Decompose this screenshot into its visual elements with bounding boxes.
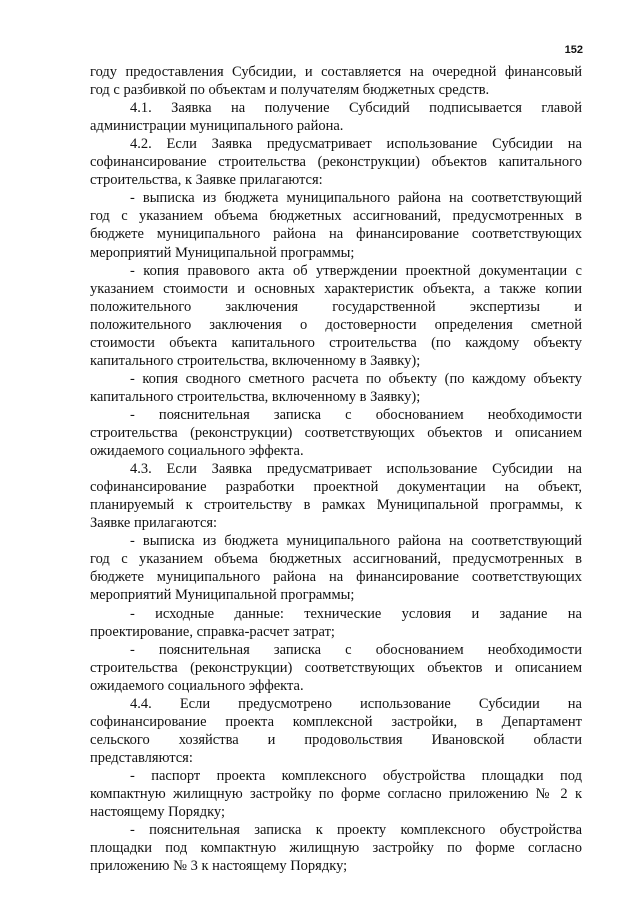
text-line: мероприятий Муниципальной программы; [90,244,355,261]
text-line: площадки под компактную жилищную застройку по форме согласно [90,840,582,857]
text-line: строительства (реконструкции) соответствующих объектов и описанием [90,659,582,676]
text-line: - пояснительная записка с обоснованием необходимости [130,641,582,658]
text-line: год с указанием объема бюджетных ассигнований, предусмотренных в [90,551,582,568]
text-line: положительного заключения государственной экспертизы и [90,298,582,315]
text-line: настоящему Порядку; [90,804,226,821]
text-line: планируемый к строительству в рамках Муниципальной программы, к [90,497,582,514]
text-line: - пояснительная записка к проекту комплексного обустройства [130,822,582,839]
text-line: софинансирование строительства (реконструкции) объектов капитального [90,154,582,171]
text-line: положительного заключения о достоверности определения сметной [90,316,582,333]
text-line: - паспорт проекта комплексного обустройства площадки под [130,767,582,784]
text-line: ожидаемого социального эффекта. [90,443,304,460]
text-line: ожидаемого социального эффекта. [90,677,304,694]
text-line: представляются: [90,749,193,766]
page-number: 152 [564,44,583,56]
text-line: - копия сводного сметного расчета по объекту (по каждому объекту [130,370,582,387]
text-line: 4.1. Заявка на получение Субсидий подписывается главой [130,100,582,117]
text-line: указанием стоимости и основных характеристик объекта, а также копии [90,280,582,297]
text-line: Заявке прилагаются: [90,515,218,532]
text-line: 4.2. Если Заявка предусматривает использование Субсидии на [130,136,582,153]
text-line: - выписка из бюджета муниципального района на соответствующий [130,190,582,207]
text-line: софинансирование проекта комплексной застройки, в Департамент [90,713,582,730]
text-line: - пояснительная записка с обоснованием необходимости [130,406,582,423]
text-line: сельского хозяйства и продовольствия Ивановской области [90,731,582,748]
text-line: строительства, к Заявке прилагаются: [90,172,323,189]
text-line: стоимости объекта капитального строительства (по каждому объекту [90,334,582,351]
text-line: год с указанием объема бюджетных ассигнований, предусмотренных в [90,208,582,225]
text-line: капитального строительства, включенному в Заявку); [90,388,421,405]
text-line: администрации муниципального района. [90,118,344,135]
text-line: году предоставления Субсидии, и составляется на очередной финансовый [90,64,582,80]
text-line: бюджете муниципального района на финансирование соответствующих [90,226,582,243]
text-line: строительства (реконструкции) соответствующих объектов и описанием [90,425,582,441]
text-line: мероприятий Муниципальной программы; [90,587,355,604]
text-line: бюджете муниципального района на финансирование соответствующих [90,569,582,586]
text-line: - копия правового акта об утверждении проектной документации с [130,262,582,279]
text-line: капитального строительства, включенному в Заявку); [90,352,421,369]
text-line: - выписка из бюджета муниципального района на соответствующий [130,533,582,550]
text-line: приложению № 3 к настоящему Порядку; [90,858,348,875]
text-line: компактную жилищную застройку по форме согласно приложению № 2 к [90,786,582,802]
text-line: софинансирование разработки проектной документации на объект, [90,479,582,496]
text-line: 4.3. Если Заявка предусматривает использование Субсидии на [130,461,582,478]
text-line: год с разбивкой по объектам и получателям бюджетных средств. [90,82,490,99]
text-line: - исходные данные: технические условия и задание на [130,605,582,622]
text-line: проектирование, справка-расчет затрат; [90,623,335,640]
text-line: 4.4. Если предусмотрено использование Субсидии на [130,695,582,712]
